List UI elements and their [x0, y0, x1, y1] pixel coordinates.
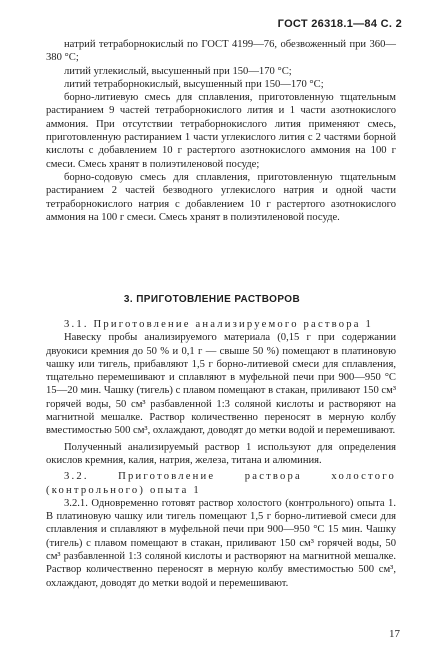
page-header: ГОСТ 26318.1—84 С. 2 [277, 18, 402, 30]
subsection-heading: 3.1. Приготовление анализируемого раствора 1 [64, 319, 374, 330]
subsection-heading: 3.2. Приготовление раствора холостого (контрольного) опыта 1 [46, 471, 396, 496]
reagent-item: борно-содовую смесь для сплавления, приготовленную тщательным растиранием 2 частей безводного углекислого натрия и одной части тетраборнокислого натрия с добавлением 10 г растертого азотнокислого аммония на 100 г смеси. Смесь хранят в полиэтиленовой посуде. [46, 171, 396, 223]
reagent-item: литий углекислый, высушенный при 150—170 °С; [64, 65, 292, 77]
reagent-item: натрий тетраборнокислый по ГОСТ 4199—76, обезвоженный при 360— 380 °С; [46, 39, 396, 64]
reagent-item: литий тетраборнокислый, высушенный при 150—170 °С; [64, 78, 324, 90]
reagents-list [46, 38, 396, 224]
section-title: 3. ПРИГОТОВЛЕНИЕ РАСТВОРОВ [123, 294, 301, 305]
paragraph: 3.2.1. Одновременно готовят раствор холостого (контрольного) опыта 1. В платиновую чашку или тигель помещают 1,5 г борно-литиевой смеси для сплавления и сплавляют в муфельной печи при 900—950 °С 15 мин. Чашку (тигель) с плавом помещают в стакан, приливают 150 см³ горячей воды, 50 см³ разбавленной 1:3 соляной кислоты и растворяют на магнитной мешалке. Раствор количественно переносят в мерную колбу вместимостью 500 см³, охлаждают, доводят до метки водой и перемешивают. [46, 497, 396, 589]
paragraph: Полученный анализируемый раствор 1 используют для определения окислов кремния, калия, натрия, железа, титана и алюминия. [46, 441, 396, 466]
section-body [46, 318, 396, 590]
page-number: 17 [389, 628, 400, 640]
paragraph: Навеску пробы анализируемого материала (0,15 г при содержании двуокиси кремния до 50 % и 0,1 г — свыше 50 %) помещают в платиновую чашку или тигель, прибавляют 1,5 г борно-литиевой смеси для сплавления, тщательно перемешивают и сплавляют в муфельной печи при 900—950 °С 15—20 мин. Чашку (тигель) с плавом помещают в стакан, приливают 150 см³ горячей воды, 50 см³ разбавленной 1:3 соляной кислоты и растворяют на магнитной мешалке. Раствор количественно переносят в мерную колбу вместимостью 500 см³, охлаждают, доводят до метки водой и перемешивают. [46, 332, 396, 437]
reagent-item: борно-литиевую смесь для сплавления, приготовленную тщательным растиранием 9 частей тетраборнокислого лития и 1 части азотнокислого аммония. При отсутствии тетраборнокислого лития применяют смесь, приготовленную растиранием 1 части углекислого лития с 2 частями борной кислоты с добавлением 10 г растертого азотнокислого аммония на 100 г смеси. Смесь хранят в полиэтиленовой посуде; [46, 92, 396, 170]
